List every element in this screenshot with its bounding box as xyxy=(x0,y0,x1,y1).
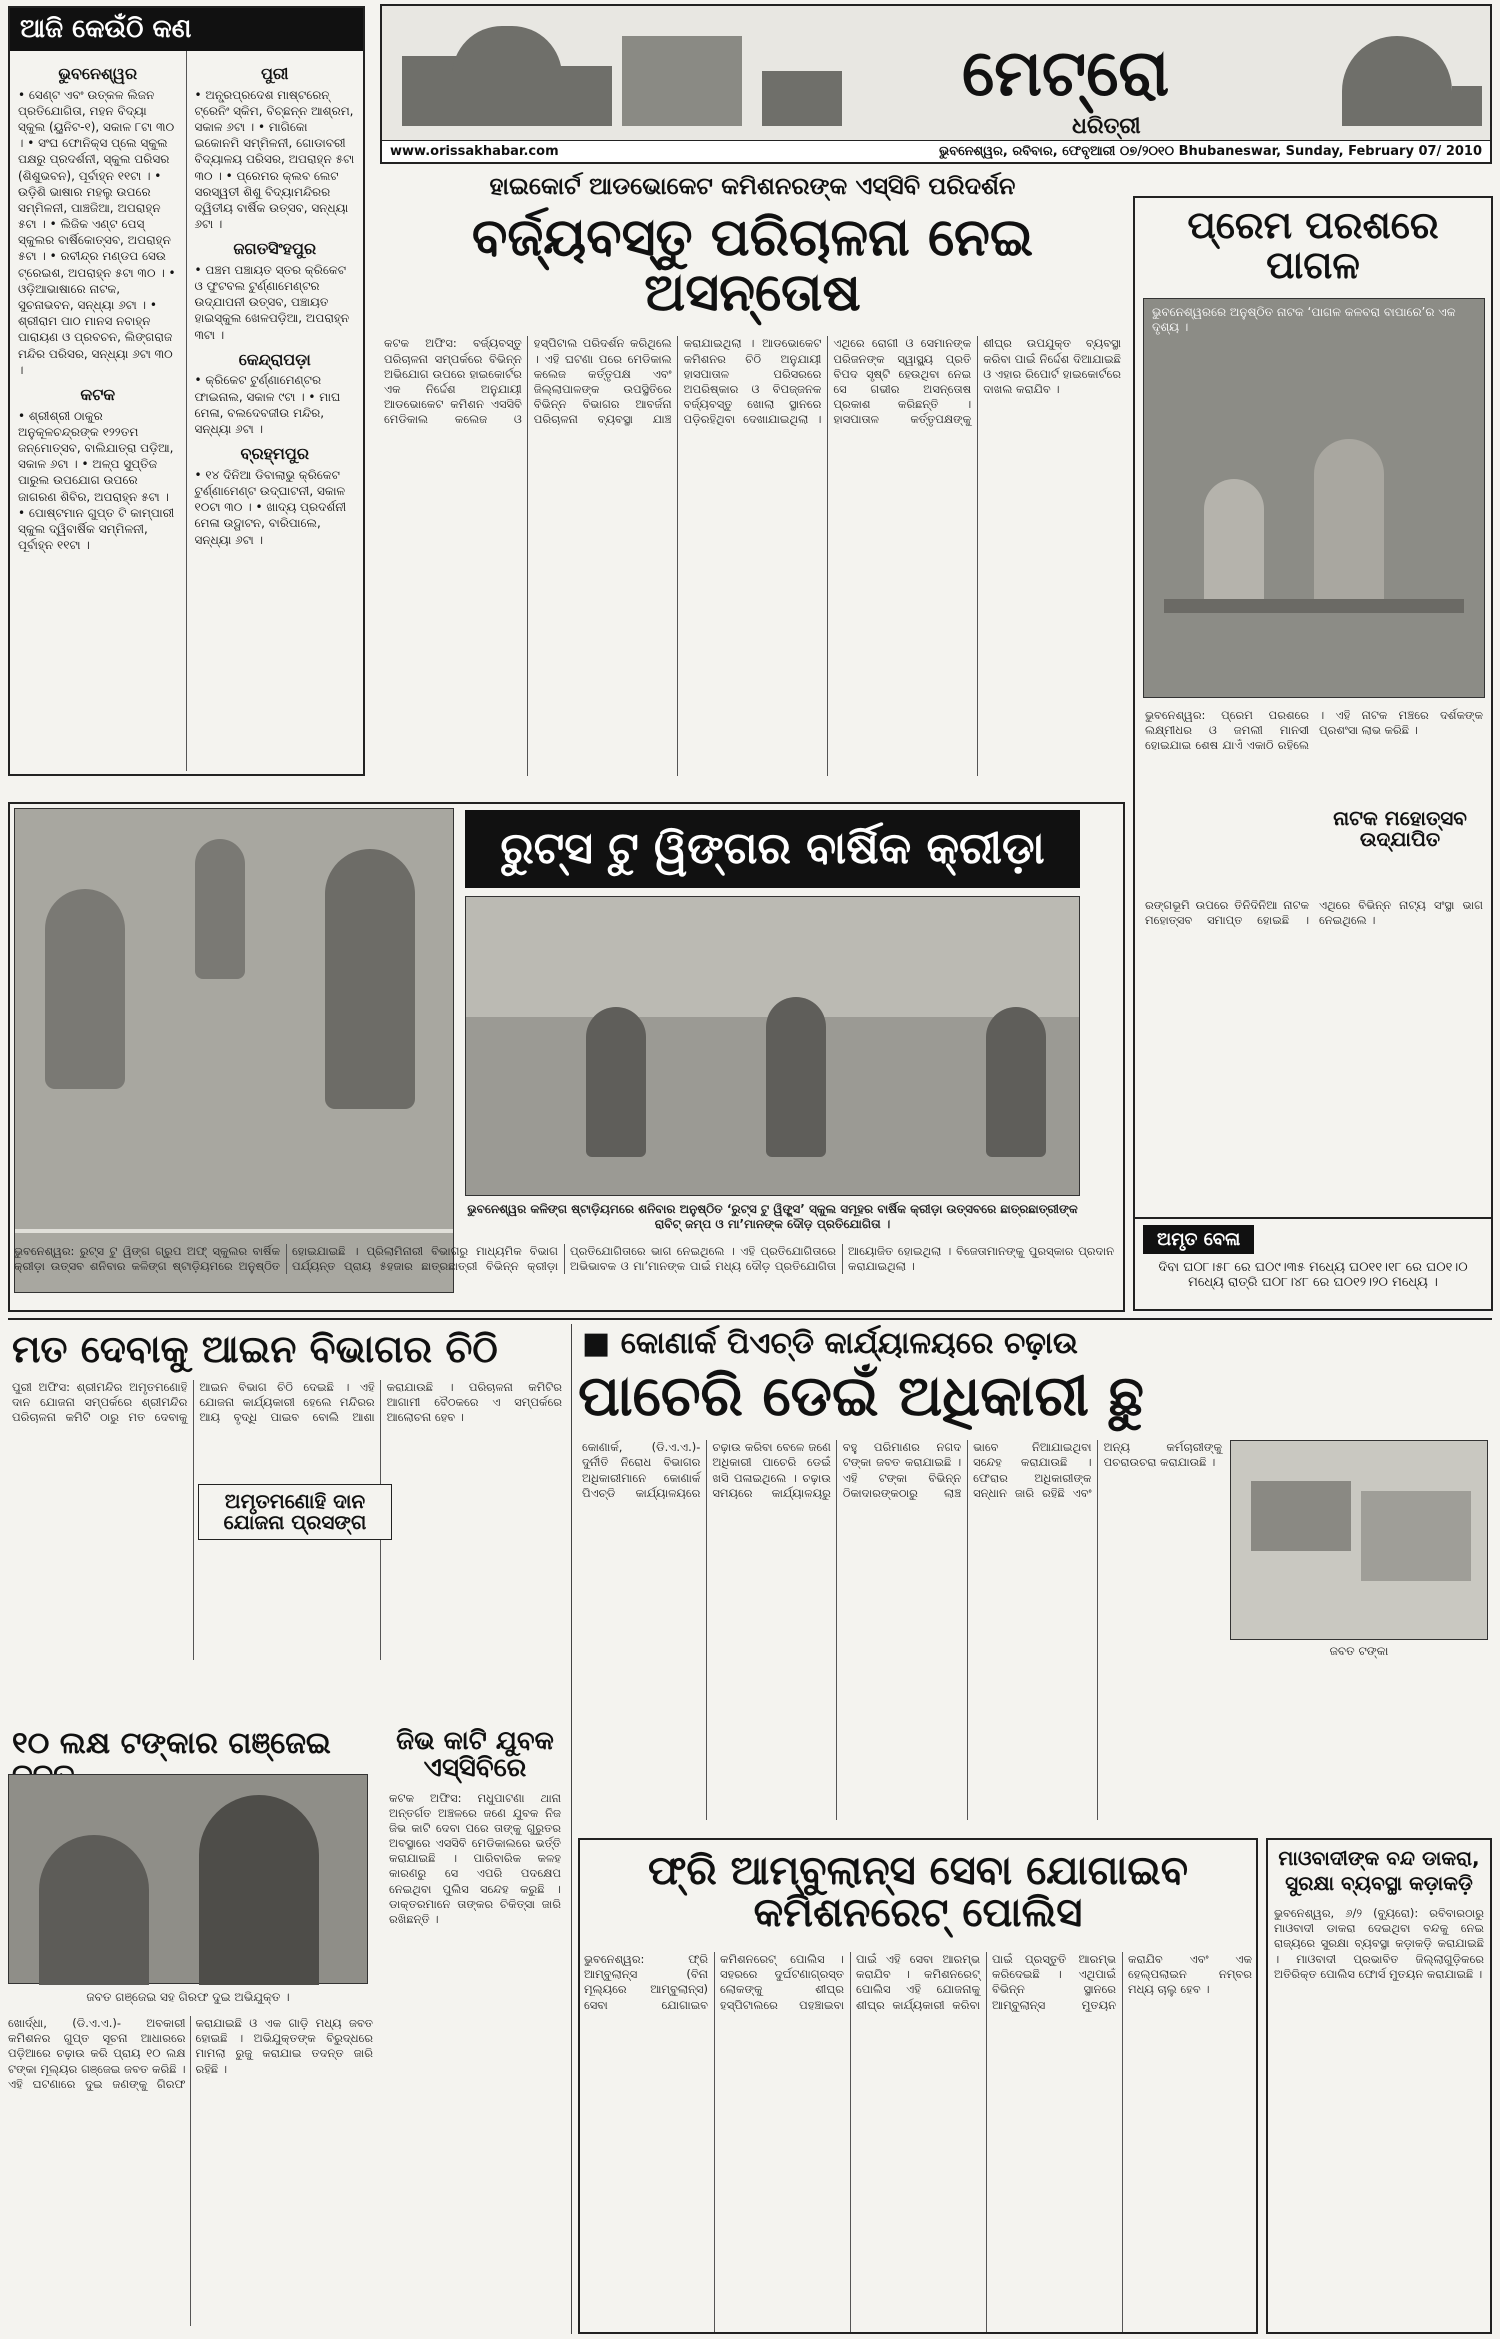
prem-story-body: ଭୁବନେଶ୍ୱର: ପ୍ରେମ ପରଶରେ ଲକ୍ଷ୍ମୀଧର ଓ ଜମଲୀ ମାନସୀ ହୋଇଯାଇ ଶେଷ ଯାଏଁ ଏକାଠି ରହିଲେ । ଏହି ନାଟକ ମଞ୍ଚରେ ଦର୍ଶକଙ୍କ ପ୍ରଶଂସା ଲାଭ କରିଛି । xyxy=(1145,708,1483,753)
tongue-story-headline: ଜିଭ କାଟି ଯୁବକ ଏସ୍‌ସିବିରେ xyxy=(396,1726,554,1784)
masthead-dateline-en: Bhubaneswar, Sunday, February 07/ 2010 xyxy=(1178,144,1482,159)
ganja-story-body: ଖୋର୍ଦ୍ଧା, (ଡି.ଏ.ଏ.)- ଅବକାରୀ କମିଶନର ଗୁପ୍ତ ସୂଚନା ଆଧାରରେ ପଡ଼ିଆରେ ଚଢ଼ାଉ କରି ପ୍ରାୟ ୧୦ ଲକ୍ଷ ଟଙ୍କା ମୂଲ୍ୟର ଗଞ୍ଜେଇ ଜବତ କରିଛି । ଏହି ଘଟଣାରେ ଦୁଇ ଜଣଙ୍କୁ ଗିରଫ କରାଯାଇଛି ଓ ଏକ ଗାଡ଼ି ମଧ୍ୟ ଜବତ ହୋଇଛି । ଅଭିଯୁକ୍ତଙ୍କ ବିରୁଦ୍ଧରେ ମାମଲା ରୁଜୁ କରାଯାଇ ତଦନ୍ତ ଜାରି ରହିଛି । xyxy=(8,2016,373,2091)
law-story xyxy=(8,1324,566,1719)
prem-story-photo xyxy=(1143,298,1485,698)
law-story-headline: ମତ ଦେବାକୁ ଆଇନ ବିଭାଗର ଚିଠି xyxy=(12,1327,498,1371)
events-heading-jagatsinghpur: ଜଗତସିଂହପୁର xyxy=(233,239,317,259)
konark-story-body: କୋଣାର୍କ, (ଡି.ଏ.ଏ.)- ଦୁର୍ନୀତି ନିରୋଧ ବିଭାଗର ଅଧିକାରୀମାନେ କୋଣାର୍କ ପିଏଚ୍‌ଡି କାର୍ଯ୍ୟାଳୟରେ ଚଢ଼ାଉ କରିବା ବେଳେ ଜଣେ ଅଧିକାରୀ ପାଚେରି ଡେଇଁ ଖସି ପଳାଇଥିଲେ । ଚଢ଼ାଉ ସମୟରେ କାର୍ଯ୍ୟାଳୟରୁ ବହୁ ପରିମାଣର ନଗଦ ଟଙ୍କା ଜବତ କରାଯାଇଛି । ଏହି ଟଙ୍କା ବିଭିନ୍ନ ଠିକାଦାରଙ୍କଠାରୁ ଲାଞ୍ଚ ଭାବେ ନିଆଯାଇଥିବା ସନ୍ଦେହ କରାଯାଉଛି । ଫେରାର ଅଧିକାରୀଙ୍କ ସନ୍ଧାନ ଜାରି ରହିଛି ଏବଂ ଅନ୍ୟ କର୍ମଚାରୀଙ୍କୁ ପଚରାଉଚରା କରାଯାଉଛି । xyxy=(582,1440,1222,1500)
law-story-body: ପୁରୀ ଅଫିସ: ଶ୍ରୀମନ୍ଦିର ଅମୃତମଣୋହି ଦାନ ଯୋଜନା ସମ୍ପର୍କରେ ଶ୍ରୀମନ୍ଦିର ପରିଚାଳନା କମିଟି ଠାରୁ ମତ ଦେବାକୁ ଆଇନ ବିଭାଗ ଚିଠି ଦେଇଛି । ଏହି ଯୋଜନା କାର୍ଯ୍ୟକାରୀ ହେଲେ ମନ୍ଦିରର ଆୟ ବୃଦ୍ଧି ପାଇବ ବୋଲି ଆଶା କରାଯାଉଛି । ପରିଚାଳନା କମିଟିର ଆଗାମୀ ବୈଠକରେ ଏ ସମ୍ପର୍କରେ ଆଲୋଚନା ହେବ । xyxy=(12,1379,562,1425)
lead-story-body: କଟକ ଅଫିସ: ବର୍ଜ୍ୟବସ୍ତୁ ପରିଚାଳନା ସମ୍ପର୍କରେ ବିଭିନ୍ନ ଅଭିଯୋଗ ଉପରେ ହାଇକୋର୍ଟର ଏକ ନିର୍ଦ୍ଦେଶ ଅନୁଯାୟୀ ଆଡଭୋକେଟ କମିଶନ ଏସସିବି ମେଡିକାଲ କଲେଜ ଓ ହସ୍ପିଟାଲ ପରିଦର୍ଶନ କରିଥିଲେ । ଏହି ଘଟଣା ପରେ ମେଡିକାଲ କଲେଜ କର୍ତ୍ତୃପକ୍ଷ ଏବଂ ଜିଲ୍ଲାପାଳଙ୍କ ଉପସ୍ଥିତିରେ ବିଭିନ୍ନ ବିଭାଗର ଆବର୍ଜନା ପରିଚାଳନା ବ୍ୟବସ୍ଥା ଯାଞ୍ଚ କରାଯାଇଥିଲା । ଆଡଭୋକେଟ କମିଶନର ଚିଠି ଅନୁଯାୟୀ ହାସପାତାଳ ପରିସରରେ ଅପରିଷ୍କାର ଓ ବିପଜ୍ଜନକ ବର୍ଜ୍ୟବସ୍ତୁ ଖୋଲା ସ୍ଥାନରେ ପଡ଼ିରହିଥିବା ଦେଖାଯାଇଥିଲା । ଏଥିରେ ରୋଗୀ ଓ ସେମାନଙ୍କ ପରିଜନଙ୍କ ସ୍ୱାସ୍ଥ୍ୟ ପ୍ରତି ବିପଦ ସୃଷ୍ଟି ହେଉଥିବା ନେଇ ସେ ଗଭୀର ଅସନ୍ତୋଷ ପ୍ରକାଶ କରିଛନ୍ତି । ହାସପାତାଳ କର୍ତ୍ତୃପକ୍ଷଙ୍କୁ ଶୀଘ୍ର ଉପଯୁକ୍ତ ବ୍ୟବସ୍ଥା କରିବା ପାଇଁ ନିର୍ଦ୍ଦେଶ ଦିଆଯାଇଛି ଓ ଏହାର ରିପୋର୍ଟ ହାଇକୋର୍ଟରେ ଦାଖଲ କରାଯିବ । xyxy=(384,336,1121,427)
konark-photo-caption: ଜବତ ଟଙ୍କା xyxy=(1329,1644,1389,1658)
masthead-dateline-odia: ଭୁବନେଶ୍ୱର, ରବିବାର, ଫେବୃଆରୀ ୦୭/୨୦୧୦ xyxy=(938,144,1175,159)
maoist-story-headline: ମାଓବାଦୀଙ୍କ ବନ୍ଦ ଡାକରା, xyxy=(1278,1846,1480,1870)
events-box-title: ଆଜି କେଉଁଠି କଣ xyxy=(10,8,363,51)
prem-story-body2: ରଙ୍ଗଭୂମି ଉପରେ ତିନିଦିନିଆ ନାଟକ ମହୋତ୍ସବ ସମାପ୍ତ ହୋଇଛି । ଏଥିରେ ବିଭିନ୍ନ ନାଟ୍ୟ ସଂସ୍ଥା ଭାଗ ନେଇଥିଲେ । xyxy=(1145,898,1483,928)
events-text-jagatsinghpur: • ପଞ୍ଚମ ପଞ୍ଚାୟତ ସ୍ତର କ୍ରିକେଟ ଓ ଫୁଟବଲ ଟୁର୍ଣ୍ଣାମେଣ୍ଟର ଉଦ୍‌ଯାପନୀ ଉତ୍ସବ, ପଞ୍ଚାୟତ ହାଇସ୍କୁଲ ଖେଳପଡ଼ିଆ, ଅପରାହ୍ନ ୩ଟା । xyxy=(194,262,350,342)
events-box xyxy=(8,6,365,776)
events-text-cuttack: • ଶ୍ରୀଶ୍ରୀ ଠାକୁର ଅନୁକୂଳଚନ୍ଦ୍ରଙ୍କ ୧୨୨ତମ ଜନ୍ମୋତ୍ସବ, ବାଲିଯାତ୍ରା ପଡ଼ିଆ, ସକାଳ ୬ଟା । • ଅଳ୍ପ ସୁପ୍ତିଜ ପାରୁଲ ଉପଯୋଗ ଉପରେ ଜାଗରଣ ଶିବିର, ଅପରାହ୍ନ ୫ଟା । • ପୋଷ୍ଟମାନ ଗୁପ୍ତ ଟି କାମ୍ପାରୀ ସ୍କୁଲ ଦ୍ୱିବାର୍ଷିକ ସମ୍ମିଳନୀ, ପୂର୍ବାହ୍ନ ୧୧ଟା । xyxy=(18,408,175,553)
konark-story-kicker: ■ କୋଣାର୍କ ପିଏଚ୍‌ଡି କାର୍ଯ୍ୟାଳୟରେ ଚଢ଼ାଉ xyxy=(582,1326,1078,1361)
masthead-skyline xyxy=(382,6,1490,126)
maoist-story xyxy=(1266,1838,1492,2334)
sports-photo-caption: ଭୁବନେଶ୍ୱର କଳିଙ୍ଗ ଷ୍ଟାଡ଼ିୟମରେ ଶନିବାର ଅନୁଷ୍ଠିତ ‘ରୁଟ୍ସ ଟୁ ୱିଙ୍ଗ୍ସ’ ସ୍କୁଲ ସମୂହର ବାର୍ଷିକ କ୍ରୀଡ଼ା ଉତ୍ସବରେ ଛାତ୍ରଛାତ୍ରୀଙ୍କ ରାବିଟ୍ ଜମ୍ପ ଓ ମା’ମାନଙ୍କ ଦୌଡ଼ ପ୍ରତିଯୋଗିତା । xyxy=(467,1202,1078,1231)
amruta-bela-title: ଅମୃତ ବେଳା xyxy=(1143,1225,1254,1254)
sports-headline: ରୁଟ୍ସ ଟୁ ୱିଙ୍ଗର ବାର୍ଷିକ କ୍ରୀଡ଼ା xyxy=(465,810,1080,888)
masthead-dateline-bar xyxy=(382,140,1490,162)
amruta-bela-box xyxy=(1135,1217,1491,1309)
ganja-photo-caption: ଜବତ ଗଞ୍ଜେଇ ସହ ଗିରଫ ଦୁଇ ଅଭିଯୁକ୍ତ । xyxy=(86,1990,290,2004)
masthead-subtitle: ଧରିତ୍ରୀ xyxy=(1072,114,1141,139)
sports-photo-rabbit-race xyxy=(14,808,454,1293)
sports-photo-mothers-race xyxy=(465,896,1080,1196)
lead-story-kicker: ହାଇକୋର୍ଟ ଆଡଭୋକେଟ କମିଶନରଙ୍କ ଏସ୍‌ସିବି ପରିଦର୍ଶନ xyxy=(489,172,1016,200)
tongue-story xyxy=(385,1724,565,2334)
tongue-story-body: କଟକ ଅଫିସ: ମଧୁପାଟଣା ଥାନା ଅନ୍ତର୍ଗତ ଅଞ୍ଚଳରେ ଜଣେ ଯୁବକ ନିଜ ଜିଭ କାଟି ଦେବା ପରେ ତାଙ୍କୁ ଗୁରୁତର ଅବସ୍ଥାରେ ଏସସିବି ମେଡିକାଲରେ ଭର୍ତ୍ତି କରାଯାଇଛି । ପାରିବାରିକ କଳହ କାରଣରୁ ସେ ଏପରି ପଦକ୍ଷେପ ନେଇଥିବା ପୁଲିସ ସନ୍ଦେହ କରୁଛି । ଡାକ୍ତରମାନେ ତାଙ୍କର ଚିକିତ୍ସା ଜାରି ରଖିଛନ୍ତି । xyxy=(389,1790,561,1926)
ganja-story xyxy=(8,1724,378,2334)
ambulance-story-body: ଭୁବନେଶ୍ୱର: ଫ୍ରି ଆମ୍ବୁଲାନ୍ସ (ବିନା ମୂଲ୍ୟରେ ଆମ୍ବୁଲାନ୍ସ) ସେବା ଯୋଗାଇବ କମିଶନରେଟ୍ ପୋଲିସ । ସହରରେ ଦୁର୍ଘଟଣାଗ୍ରସ୍ତ ଲୋକଙ୍କୁ ଶୀଘ୍ର ହସ୍ପିଟାଲରେ ପହଞ୍ଚାଇବା ପାଇଁ ଏହି ସେବା ଆରମ୍ଭ କରାଯିବ । କମିଶନରେଟ୍ ପୋଲିସ ଏହି ଯୋଜନାକୁ ଶୀଘ୍ର କାର୍ଯ୍ୟକାରୀ କରିବା ପାଇଁ ପ୍ରସ୍ତୁତି ଆରମ୍ଭ କରିଦେଇଛି । ଏଥିପାଇଁ ବିଭିନ୍ନ ସ୍ଥାନରେ ଆମ୍ବୁଲାନ୍ସ ମୁତୟନ କରାଯିବ ଏବଂ ଏକ ହେଲ୍ପଲାଇନ ନମ୍ବର ମଧ୍ୟ ଚାଲୁ ହେବ । xyxy=(584,1952,1252,2012)
konark-story xyxy=(578,1324,1492,1854)
sports-story xyxy=(8,802,1125,1312)
maoist-story-subhead: ସୁରକ୍ଷା ବ୍ୟବସ୍ଥା କଡ଼ାକଡ଼ି xyxy=(1285,1871,1473,1895)
events-heading-berhampur: ବ୍ରହ୍ମପୁର xyxy=(240,444,309,464)
ambulance-story xyxy=(578,1838,1258,2334)
column-rule xyxy=(571,1324,572,2334)
events-heading-puri: ପୁରୀ xyxy=(260,64,289,83)
lead-story xyxy=(380,168,1125,778)
events-heading-cuttack: କଟକ xyxy=(80,384,116,404)
lead-story-headline: ବର୍ଜ୍ୟବସ୍ତୁ ପରିଚାଳନା ନେଇ ଅସନ୍ତୋଷ xyxy=(471,208,1034,323)
events-heading-kendrapada: କେନ୍ଦ୍ରାପଡ଼ା xyxy=(238,349,311,369)
events-text-kendrapada: • କ୍ରିକେଟ ଟୁର୍ଣ୍ଣାମେଣ୍ଟର ଫାଇନାଲ, ସକାଳ ୯ଟା । • ମାଘ ମେଳା, ବଲଦେବଜୀଉ ମନ୍ଦିର, ସନ୍ଧ୍ୟା ୬ଟା । xyxy=(194,373,341,436)
prem-story xyxy=(1133,196,1493,1311)
prem-story-photo-caption: ଭୁବନେଶ୍ୱରରେ ଅନୁଷ୍ଠିତ ନାଟକ ‘ପାଗଳ କଳବରା ବାପାରେ’ର ଏକ ଦୃଶ୍ୟ । xyxy=(1152,305,1456,334)
law-story-subhead: ଅମୃତମଣୋହି ଦାନ ଯୋଜନା ପ୍ରସଙ୍ଗ xyxy=(198,1484,392,1540)
events-heading-bhubaneswar: ଭୁବନେଶ୍ୱର xyxy=(58,64,138,83)
ganja-photo xyxy=(8,1774,368,1984)
masthead-website-link[interactable]: www.orissakhabar.com xyxy=(390,144,559,159)
events-text-berhampur: • ୧୪ ଦିନିଆ ଡିବାଲାଭୁ କ୍ରିକେଟ ଟୁର୍ଣ୍ଣାମେଣ୍ଟ ଉଦ୍‌ଘାଟନୀ, ସକାଳ ୧୦ଟା ୩୦ । • ଖାଦ୍ୟ ପ୍ରଦର୍ଶନୀ ମେଳା ଉଦ୍ଘାଟନ, ବାରିପାଲେ, ସନ୍ଧ୍ୟା ୬ଟା । xyxy=(194,467,347,547)
events-text-bhubaneswar: • ସେଣ୍ଟ ଏବଂ ଉତ୍କଳ ଲିଜନ ପ୍ରତିଯୋଗିତା, ମହନ ବିଦ୍ୟା ସ୍କୁଲ (ୟୁନିଟ-୧), ସକାଳ ୮ଟା ୩୦ । • ସଂଘ ଫୋନିକ୍ସ ପ୍ଲେ ସ୍କୁଲ ପକ୍ଷରୁ ପ୍ରଦର୍ଶନୀ, ସ୍କୁଲ ପରିସର (ଶିଶୁଭବନ), ପୂର୍ବାହ୍ନ ୧୧ଟା । • ଉଡ଼ିଶି ଭାଷାର ମହଲୁ ଉପରେ ସମ୍ମିଳନୀ, ପାଞ୍ଚଜିଆ, ଅପରାହ୍ନ ୫ଟା । • ଲିଜିକ ଏଣ୍ଟ ପେସ୍ ସ୍କୁଲର ବାର୍ଷିକୋତ୍ସବ, ଅପରାହ୍ନ ୫ଟା । • ରବୀନ୍ଦ୍ର ମଣ୍ଡପ ସେଉ ଟ୍ରେଇଶ, ଅପରାହ୍ନ ୫ଟା ୩୦ । • ଓଡ଼ିଆଭାଷାରେ ନାଟକ, ସୁଚନାଭବନ, ସନ୍ଧ୍ୟା ୬ଟା । • ଶ୍ରୀରାମ ପାଠ ମାନସ ନବାହ୍ନ ପାରାୟଣ ଓ ପ୍ରବଚନ, ଲିଙ୍ଗରାଜ ମନ୍ଦିର ପରିସର, ସନ୍ଧ୍ୟା ୬ଟା ୩୦ । xyxy=(18,87,176,377)
konark-story-headline: ପାଚେରି ଡେଇଁ ଅଧିକାରୀ ଛୁ xyxy=(578,1363,1145,1429)
section-divider xyxy=(8,1318,1492,1320)
events-text-puri: • ଅନ୍ଧ୍ରପ୍ରଦେଶ ମାଷ୍ଟରେନ୍ ଟ୍ରେନିଂ ସ୍କିମ, ବିଚ୍ଛନ୍ନ ଆଶ୍ରମ, ସକାଳ ୬ଟା । • ମାଗିକୋ ଇକୋନମି ସମ୍ମିଳନୀ, ଗୋଡାବରୀ ବିଦ୍ୟାଳୟ ପରିସର, ଅପରାହ୍ନ ୫ଟା ୩୦ । • ପ୍ରେମର କ୍ଲବ ଲେଟ ସରସ୍ୱତୀ ଶିଶୁ ବିଦ୍ୟାମନ୍ଦିରର ଦ୍ୱିତୀୟ ବାର୍ଷିକ ଉତ୍ସବ, ସନ୍ଧ୍ୟା ୬ଟା । xyxy=(194,87,355,232)
prem-story-headline: ପ୍ରେମ ପରଶରେ ପାଗଳ xyxy=(1187,203,1439,287)
prem-story-subhead: ନାଟକ ମହୋତ୍ସବ ଉଦ୍‌ଯାପିତ xyxy=(1333,806,1467,851)
amruta-bela-text: ଦିବା ଘ୦୮।୫୮ ରେ ଘ୦୯।୩୫ ମଧ୍ୟେ ଘ୦୧୧।୧୮ ରେ ଘ୦୧।୦ ମଧ୍ୟେ ରାତ୍ରି ଘ୦୮।୪୮ ରେ ଘ୦୧୨।୨୦ ମଧ୍ୟେ । xyxy=(1158,1260,1468,1290)
sports-story-body: ଭୁବନେଶ୍ୱର: ରୁଟ୍ସ ଟୁ ୱିଙ୍ଗ ଗ୍ରୁପ ଅଫ୍ ସ୍କୁଲର ବାର୍ଷିକ କ୍ରୀଡ଼ା ଉତ୍ସବ ଶନିବାର କଳିଙ୍ଗ ଷ୍ଟାଡ଼ିୟମରେ ଅନୁଷ୍ଠିତ ହୋଇଯାଇଛି । ପ୍ରିଲାମିନାରୀ ବିଭାଗରୁ ମାଧ୍ୟମିକ ବିଭାଗ ପର୍ଯ୍ୟନ୍ତ ପ୍ରାୟ ୫ହଜାର ଛାତ୍ରଛାତ୍ରୀ ବିଭିନ୍ନ କ୍ରୀଡ଼ା ପ୍ରତିଯୋଗିତାରେ ଭାଗ ନେଇଥିଲେ । ଏହି ପ୍ରତିଯୋଗିତାରେ ଅଭିଭାବକ ଓ ମା’ମାନଙ୍କ ପାଇଁ ମଧ୍ୟ ଦୌଡ଼ ପ୍ରତିଯୋଗିତା ଆୟୋଜିତ ହୋଇଥିଲା । ବିଜେତାମାନଙ୍କୁ ପୁରସ୍କାର ପ୍ରଦାନ କରାଯାଇଥିଲା । xyxy=(14,1244,1114,1274)
maoist-story-body: ଭୁବନେଶ୍ୱର, ୬/୨ (ବ୍ୟୁରୋ): ରବିବାରଠାରୁ ମାଓବାଦୀ ଡାକରା ଦେଇଥିବା ବନ୍ଦକୁ ନେଇ ରାଜ୍ୟରେ ସୁରକ୍ଷା ବ୍ୟବସ୍ଥା କଡ଼ାକଡ଼ି କରାଯାଇଛି । ମାଓବାଦୀ ପ୍ରଭାବିତ ଜିଲ୍ଲାଗୁଡ଼ିକରେ ଅତିରିକ୍ତ ପୋଲିସ ଫୋର୍ସ ମୁତୟନ କରାଯାଇଛି । xyxy=(1274,1906,1484,1981)
masthead-title: ମେଟ୍ରୋ xyxy=(962,36,1170,111)
masthead xyxy=(380,4,1492,164)
ambulance-story-headline: ଫ୍ରି ଆମ୍ବୁଲାନ୍ସ ସେବା ଯୋଗାଇବ କମିଶନରେଟ୍ ପୋଲିସ xyxy=(648,1848,1188,1936)
konark-photo-seized-cash xyxy=(1230,1440,1488,1640)
ganja-story-headline: ୧୦ ଲକ୍ଷ ଟଙ୍କାର ଗଞ୍ଜେଇ xyxy=(12,1726,331,1761)
